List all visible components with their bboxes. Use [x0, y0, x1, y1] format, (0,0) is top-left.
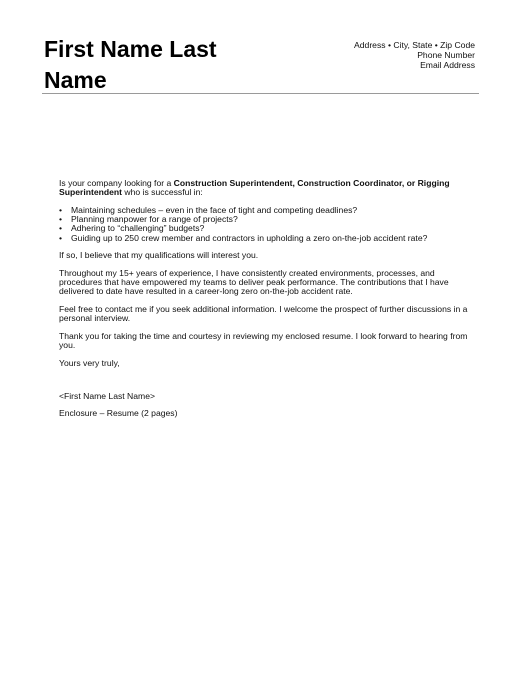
email-line: Email Address: [420, 60, 475, 70]
list-item: • Maintaining schedules – even in the face of tight and competing deadlines?: [71, 206, 471, 215]
list-item: • Guiding up to 250 crew member and contractors in upholding a zero on-the-job accident rate?: [71, 234, 471, 243]
phone-line: Phone Number: [417, 50, 475, 60]
signature-line: <First Name Last Name>: [59, 390, 155, 401]
signature-space: [59, 377, 471, 392]
intro-roles: Construction Superintendent, Construction Coordinator, or Rigging Superintendent: [59, 178, 450, 198]
thanks-paragraph: Thank you for taking the time and courtesy in reviewing my enclosed resume. I look forward to hearing from you.: [59, 330, 468, 351]
applicant-name: [44, 34, 284, 96]
experience-paragraph: Throughout my 15+ years of experience, I have consistently created environments, processes, and procedures that have empowered my teams to deliver peak performance. The contributions that I have delivered to date have resulted in a career-long zero on-the-job accident rate.: [59, 267, 449, 297]
qualification-list: [59, 206, 471, 243]
letterhead: [44, 34, 479, 94]
contact-paragraph: Feel free to contact me if you seek additional information. I welcome the prospect of further discussions in a personal interview.: [59, 304, 468, 324]
list-item: • Planning manpower for a range of projects?: [71, 215, 471, 224]
name-line-1: First Name Last: [44, 36, 217, 62]
enclosure-line: Enclosure – Resume (2 pages): [59, 408, 178, 419]
address-line: Address • City, State • Zip Code: [354, 40, 475, 50]
intro-paragraph: [59, 179, 471, 197]
closing-line: Yours very truly,: [59, 357, 120, 368]
intro-prefix: Is your company looking for a: [59, 178, 174, 188]
header-divider: [42, 93, 479, 94]
letter-body: [59, 179, 471, 427]
contact-block: [354, 40, 475, 70]
intro-suffix: who is successful in:: [122, 187, 203, 198]
name-line-2: Name: [44, 67, 107, 93]
interest-paragraph: If so, I believe that my qualifications will interest you.: [59, 250, 259, 261]
list-item: • Adhering to “challenging” budgets?: [71, 224, 471, 233]
